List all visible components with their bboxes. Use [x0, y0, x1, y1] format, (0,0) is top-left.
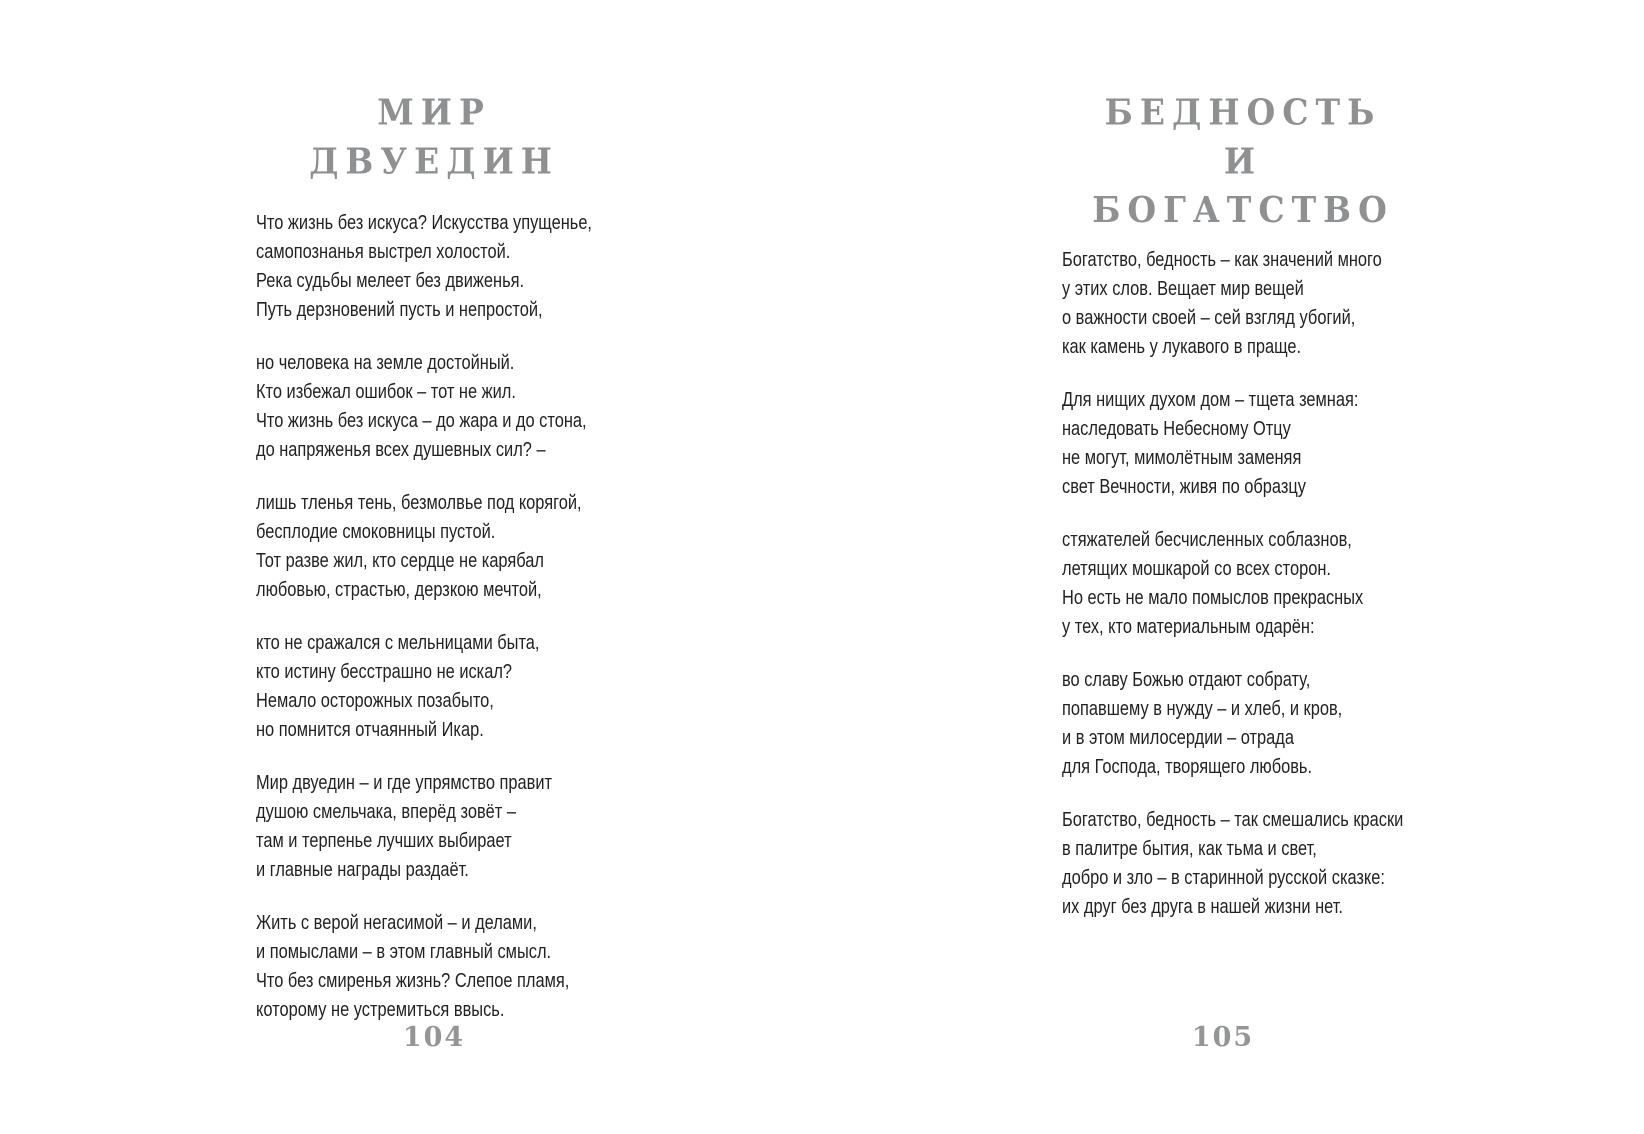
poem-line: как камень у лукавого в праще. [1062, 335, 1302, 358]
poem-line: добро и зло – в старинной русской сказке: [1062, 866, 1385, 889]
poem-line: Что без смиренья жизнь? Слепое пламя, [256, 969, 570, 992]
poem-line: Река судьбы мелеет без движенья. [256, 269, 525, 292]
poem-line: любовью, страстью, дерзкою мечтой, [256, 578, 542, 601]
poem-line: наследовать Небесному Отцу [1062, 417, 1291, 440]
poem-line: попавшему в нужду – и хлеб, и кров, [1062, 697, 1343, 720]
stanza [256, 348, 612, 464]
poem-line: Что жизнь без искуса – до жара и до стона, [256, 409, 587, 432]
poem-line: душою смельчака, вперёд зовёт – [256, 800, 516, 823]
poem-line: но помнится отчаянный Икар. [256, 718, 484, 741]
poem-line: свет Вечности, живя по образцу [1062, 475, 1306, 498]
poem-title-line: БЕДНОСТЬ [1104, 91, 1382, 134]
stanza [1062, 245, 1424, 361]
poem-title-left [256, 88, 612, 185]
poem-line: Что жизнь без искуса? Искусства упущенье, [256, 211, 592, 234]
poem-body-left [256, 208, 612, 1024]
poem-line: самопознанья выстрел холостой. [256, 240, 511, 263]
poem-line: Но есть не мало помыслов прекрасных [1062, 586, 1364, 609]
poem-line: Немало осторожных позабыто, [256, 689, 494, 712]
poem-line: их друг без друга в нашей жизни нет. [1062, 895, 1343, 918]
poem-line: и помыслами – в этом главный смысл. [256, 940, 552, 963]
poem-title-line: И БОГАТСТВО [1092, 139, 1394, 231]
poem-line: у тех, кто материальным одарён: [1062, 615, 1315, 638]
stanza [1062, 525, 1424, 641]
poem-line: кто истину бесстрашно не искал? [256, 660, 513, 683]
poem-line: и главные награды раздаёт. [256, 858, 469, 881]
stanza [256, 908, 612, 1024]
stanza [256, 208, 612, 324]
poem-line: Мир двуедин – и где упрямство правит [256, 771, 553, 794]
poem-line: во славу Божью отдают собрату, [1062, 668, 1311, 691]
poem-line: Жить с верой негасимой – и делами, [256, 911, 537, 934]
poem-line: которому не устремиться ввысь. [256, 998, 505, 1021]
stanza [256, 488, 612, 604]
page-number-left: 104 [402, 1022, 466, 1053]
poem-title-line: МИР ДВУЕДИН [309, 91, 559, 182]
poem-body-right [1062, 245, 1424, 921]
poem-line: стяжателей бесчисленных соблазнов, [1062, 528, 1352, 551]
poem-line: у этих слов. Вещает мир вещей [1062, 277, 1304, 300]
poem-line: до напряженья всех душевных сил? – [256, 438, 546, 461]
poem-line: Богатство, бедность – как значений много [1062, 248, 1382, 271]
poem-line: Тот разве жил, кто сердце не карябал [256, 549, 544, 572]
poem-line: Путь дерзновений пусть и непростой, [256, 298, 543, 321]
page-right [1062, 88, 1424, 945]
poem-line: бесплодие смоковницы пустой. [256, 520, 496, 543]
page-number-right: 105 [1191, 1022, 1255, 1053]
poem-line: лишь тленья тень, безмолвье под корягой, [256, 491, 582, 514]
stanza [256, 768, 612, 884]
poem-title-right [1062, 88, 1424, 234]
stanza [1062, 385, 1424, 501]
poem-line: там и терпенье лучших выбирает [256, 829, 512, 852]
poem-line: но человека на земле достойный. [256, 351, 515, 374]
poem-line: в палитре бытия, как тьма и свет, [1062, 837, 1317, 860]
stanza [1062, 665, 1424, 781]
poem-line: и в этом милосердии – отрада [1062, 726, 1294, 749]
poem-line: Кто избежал ошибок – тот не жил. [256, 380, 516, 403]
stanza [1062, 805, 1424, 921]
poem-line: не могут, мимолётным заменяя [1062, 446, 1302, 469]
poem-line: кто не сражался с мельницами быта, [256, 631, 540, 654]
poem-line: летящих мошкарой со всех сторон. [1062, 557, 1331, 580]
poem-line: Богатство, бедность – так смешались краски [1062, 808, 1404, 831]
poem-line: для Господа, творящего любовь. [1062, 755, 1313, 778]
page-left [256, 88, 612, 1048]
stanza [256, 628, 612, 744]
poem-line: Для нищих духом дом – тщета земная: [1062, 388, 1359, 411]
poem-line: о важности своей – сей взгляд убогий, [1062, 306, 1356, 329]
